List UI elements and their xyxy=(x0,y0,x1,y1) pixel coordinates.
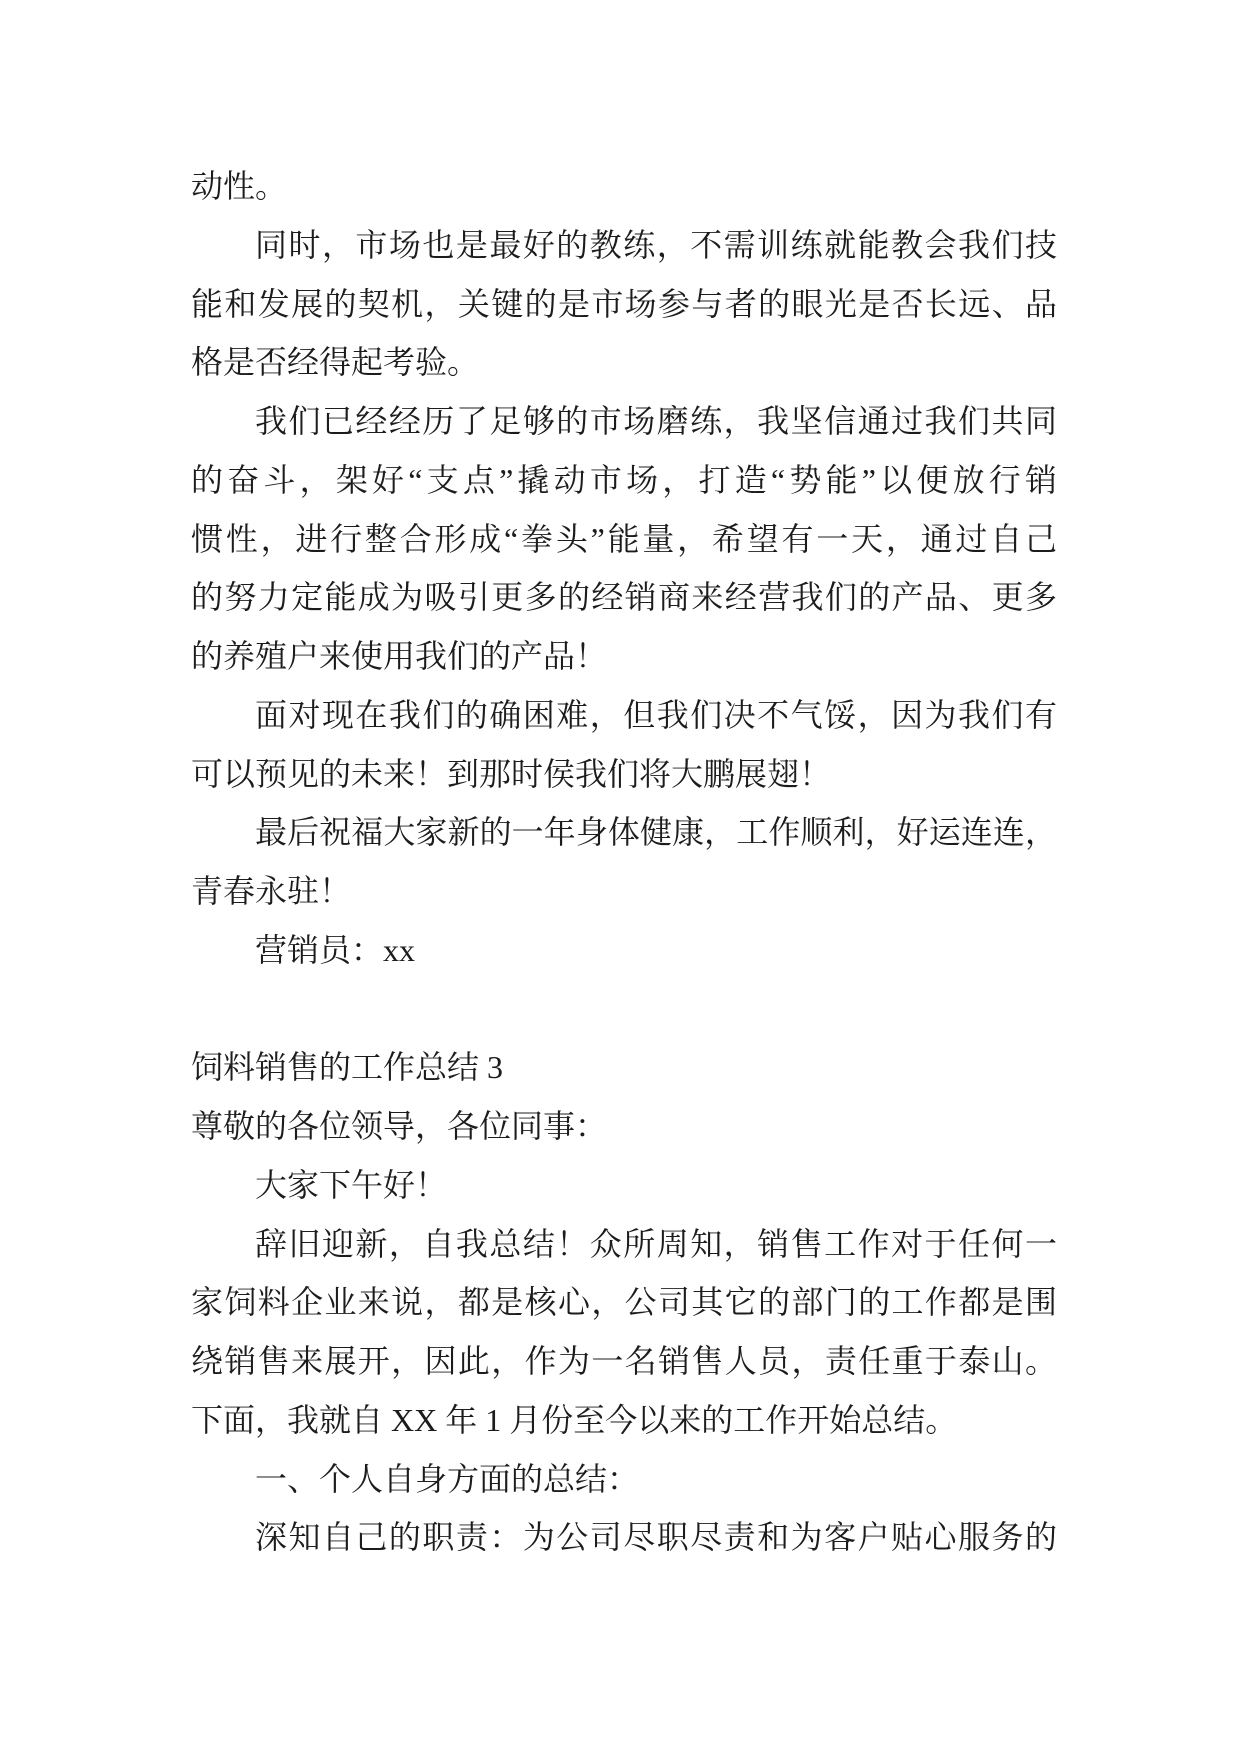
text-line: 的养殖户来使用我们的产品！ xyxy=(191,638,608,674)
text-line: 面对现在我们的确困难，但我们决不气馁，因为我们有 xyxy=(255,696,1057,733)
paragraph xyxy=(191,1450,1057,1509)
text-line: 格是否经得起考验。 xyxy=(191,344,480,381)
paragraph xyxy=(191,392,1057,686)
text-line: 深知自己的职责：为公司尽职尽责和为客户贴心服务的 xyxy=(255,1519,1057,1556)
text-line: 绕销售来展开，因此，作为一名销售人员，责任重于泰山。 xyxy=(191,1343,1057,1379)
section-title: 饲料销售的工作总结 3 xyxy=(191,1049,504,1086)
text-line: 同时，市场也是最好的教练，不需训练就能教会我们技 xyxy=(255,226,1057,263)
text-line: 我们已经经历了足够的市场磨练，我坚信通过我们共同 xyxy=(255,403,1057,439)
text-line: 青春永驻！ xyxy=(191,873,352,909)
salutation: 尊敬的各位领导，各位同事： xyxy=(191,1108,608,1144)
blank-line xyxy=(191,980,1057,1039)
text-line: 的努力定能成为吸引更多的经销商来经营我们的产品、更多 xyxy=(191,579,1057,616)
paragraph xyxy=(191,1215,1057,1450)
greeting: 大家下午好！ xyxy=(255,1166,448,1203)
paragraph xyxy=(191,803,1057,921)
signature: 营销员：xx xyxy=(255,931,416,968)
document-body xyxy=(191,157,1057,1567)
paragraph xyxy=(191,216,1057,392)
text-line: 最后祝福大家新的一年身体健康，工作顺利，好运连连， xyxy=(255,814,1057,851)
text-line: 的奋斗，架好“支点”撬动市场，打造“势能”以便放行销 xyxy=(191,461,1057,498)
text-line: 可以预见的未来！到那时侯我们将大鹏展翅！ xyxy=(191,755,832,792)
text-line: 下面，我就自 XX 年 1 月份至今以来的工作开始总结。 xyxy=(191,1401,958,1438)
text-line: 惯性，进行整合形成“拳头”能量，希望有一天，通过自己 xyxy=(191,520,1057,557)
text-line: 一、个人自身方面的总结： xyxy=(255,1460,640,1497)
text-line: 动性。 xyxy=(191,168,288,204)
text-line: 能和发展的契机，关键的是市场参与者的眼光是否长远、品 xyxy=(191,285,1057,322)
paragraph xyxy=(191,1508,1057,1567)
text-line: 家饲料企业来说，都是核心，公司其它的部门的工作都是围 xyxy=(191,1284,1057,1321)
paragraph xyxy=(191,157,1057,216)
paragraph xyxy=(191,686,1057,804)
text-line: 辞旧迎新，自我总结！众所周知，销售工作对于任何一 xyxy=(255,1225,1057,1262)
